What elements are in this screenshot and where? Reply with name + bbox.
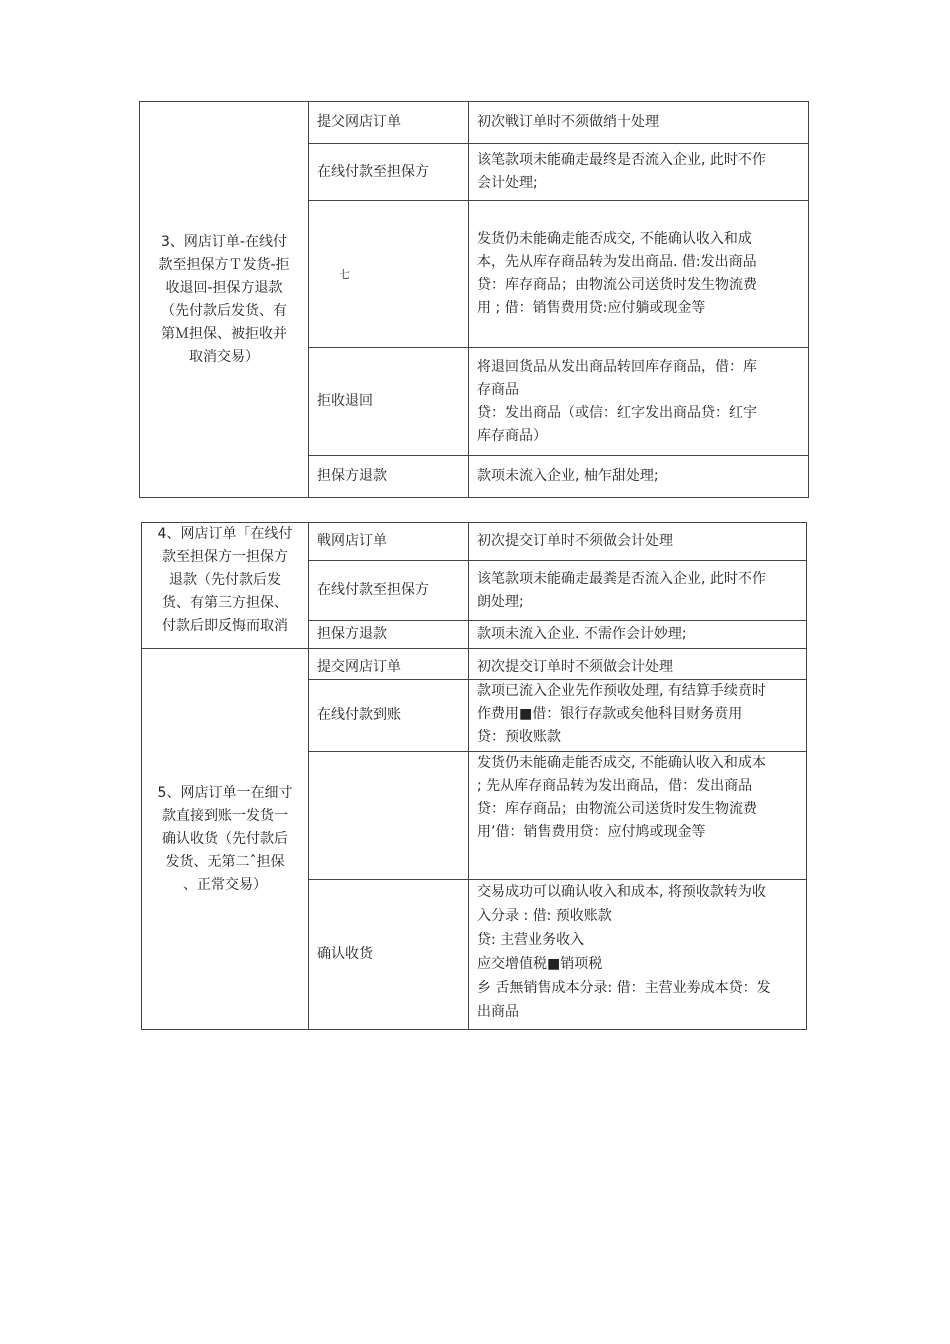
treatment-line: ; 先从库存商品转为发出商品，借：发出商品 bbox=[477, 778, 753, 794]
accounting-table-2 bbox=[141, 522, 807, 1030]
treatment-line: 贷：库存商品；由物流公司送货时发生物流费 bbox=[477, 801, 757, 817]
step-cell bbox=[309, 201, 469, 348]
treatment-line: 应交增值税■销项税 bbox=[477, 956, 603, 972]
treatment-line: 款项未流入企业. 不需作会计妙理; bbox=[477, 626, 687, 642]
step-cell: 在线付款至担保方 bbox=[309, 144, 469, 201]
scenario-line: 货、有第三方担保、 bbox=[162, 595, 288, 611]
treatment-cell bbox=[469, 102, 809, 144]
scenario-line: 、正常交易） bbox=[183, 876, 267, 893]
scenario-line: 取消交易） bbox=[189, 348, 259, 365]
step-cell: 确认收货 bbox=[309, 880, 469, 1030]
scenario-3-cell bbox=[140, 102, 309, 498]
treatment-line: 本，先从库存商品转为发出商品. 借:发出商品 bbox=[477, 254, 757, 270]
treatment-line: 初次提交订单时不须做会计处理 bbox=[477, 659, 673, 675]
treatment-line: 款项已流入企业先作预收处理, 有结算手续贲时 bbox=[477, 683, 766, 699]
treatment-line: 用’借：销售费用贷：应付鸠或现金等 bbox=[477, 824, 706, 840]
step-mark: 七 bbox=[339, 267, 350, 281]
treatment-line: 用 ; 借：销售费用贷:应付躺或现金等 bbox=[477, 300, 706, 316]
scenario-line: 发货、无第二ˆ担保 bbox=[165, 853, 285, 870]
scenario-line: 退款（先付款后发 bbox=[169, 572, 281, 588]
treatment-line: 贷：库存商品；由物流公司送货时发生物流费 bbox=[477, 277, 757, 293]
scenario-line: 款直接到账一发货一 bbox=[162, 807, 288, 824]
treatment-line: 该笔款项未能确走最粪是否流入企业, 此时不作 bbox=[477, 570, 766, 587]
treatment-line: 初次戦订单时不须做绡十处理 bbox=[477, 114, 659, 130]
scenario-line: 付款后即反悔而取消 bbox=[162, 618, 288, 634]
treatment-cell bbox=[469, 561, 807, 621]
treatment-line: 贷: 主营业务收入 bbox=[477, 932, 585, 948]
scenario-line: 第Ｍ担保、被拒收并 bbox=[161, 325, 287, 342]
treatment-line: 款项未流入企业, 柚乍甜处理; bbox=[477, 468, 659, 484]
treatment-line: 贷：发出商品（或信：红字发出商品贷：红宇 bbox=[477, 404, 757, 421]
step-cell: 戦网店订单 bbox=[309, 523, 469, 561]
scenario-line: （先付款后发货、有 bbox=[161, 302, 287, 319]
treatment-line: 库存商品） bbox=[477, 427, 547, 444]
treatment-line: 贷：预收账款 bbox=[477, 729, 561, 745]
treatment-cell bbox=[469, 523, 807, 561]
step-cell: 拒收退回 bbox=[309, 348, 469, 456]
treatment-cell bbox=[469, 680, 807, 752]
treatment-line: 发货仍未能确走能否成交, 不能确认收入和成本 bbox=[477, 755, 766, 771]
treatment-cell bbox=[469, 880, 807, 1030]
step-cell: 担保方退款 bbox=[309, 621, 469, 649]
treatment-line: 将退回货品从发出商品转回库存商品，借：库 bbox=[477, 358, 757, 375]
treatment-line: 发货仍未能确走能否成交, 不能确认收入和成 bbox=[477, 231, 752, 247]
step-cell: 担保方退款 bbox=[309, 456, 469, 498]
treatment-line: 交易成功可以确认收入和成本, 将预收款转为收 bbox=[477, 884, 766, 900]
treatment-line: 入分录 : 借: 预收账款 bbox=[477, 908, 612, 924]
scenario-4-cell bbox=[142, 523, 309, 649]
treatment-line: 朗处理; bbox=[477, 593, 524, 610]
treatment-cell bbox=[469, 144, 809, 201]
step-cell: 提父网店订单 bbox=[309, 102, 469, 144]
treatment-line: 出商品 bbox=[477, 1004, 519, 1020]
scenario-line: 3、网店订单-在线付 bbox=[161, 233, 287, 250]
scenario-line: 5、网店订单一在细寸 bbox=[157, 784, 293, 801]
scenario-line: 确认收货（先付款后 bbox=[162, 830, 288, 847]
treatment-line: 作费用■借：银行存款或矣他科目财务贲用 bbox=[477, 706, 743, 722]
treatment-line: 会计处理; bbox=[477, 175, 538, 191]
accounting-table-1 bbox=[139, 101, 809, 498]
scenario-line: 4、网店订单「在线付 bbox=[157, 526, 293, 542]
scenario-line: 款至担保方一担保方 bbox=[162, 549, 288, 565]
step-cell bbox=[309, 752, 469, 880]
scenario-5-cell bbox=[142, 649, 309, 1030]
treatment-cell bbox=[469, 201, 809, 348]
treatment-line: 存商品 bbox=[477, 381, 519, 398]
scenario-line: 收退回-担保方退款 bbox=[165, 279, 283, 296]
treatment-cell bbox=[469, 456, 809, 498]
treatment-line: 乡 舌無销售成本分录: 借：主营业劵成本贷：发 bbox=[477, 980, 771, 996]
step-cell: 在线付款至担保方 bbox=[309, 561, 469, 621]
scenario-line: 款至担保方Ｔ发货-拒 bbox=[158, 256, 290, 273]
treatment-line: 初次提交订单时不须做会计处理 bbox=[477, 533, 673, 549]
step-cell: 提交网店订单 bbox=[309, 649, 469, 680]
treatment-line: 该笔款项未能确走最终是否流入企业, 此时不作 bbox=[477, 152, 766, 168]
treatment-cell bbox=[469, 348, 809, 456]
treatment-cell bbox=[469, 752, 807, 880]
treatment-cell bbox=[469, 649, 807, 680]
treatment-cell bbox=[469, 621, 807, 649]
step-cell: 在线付款到账 bbox=[309, 680, 469, 752]
